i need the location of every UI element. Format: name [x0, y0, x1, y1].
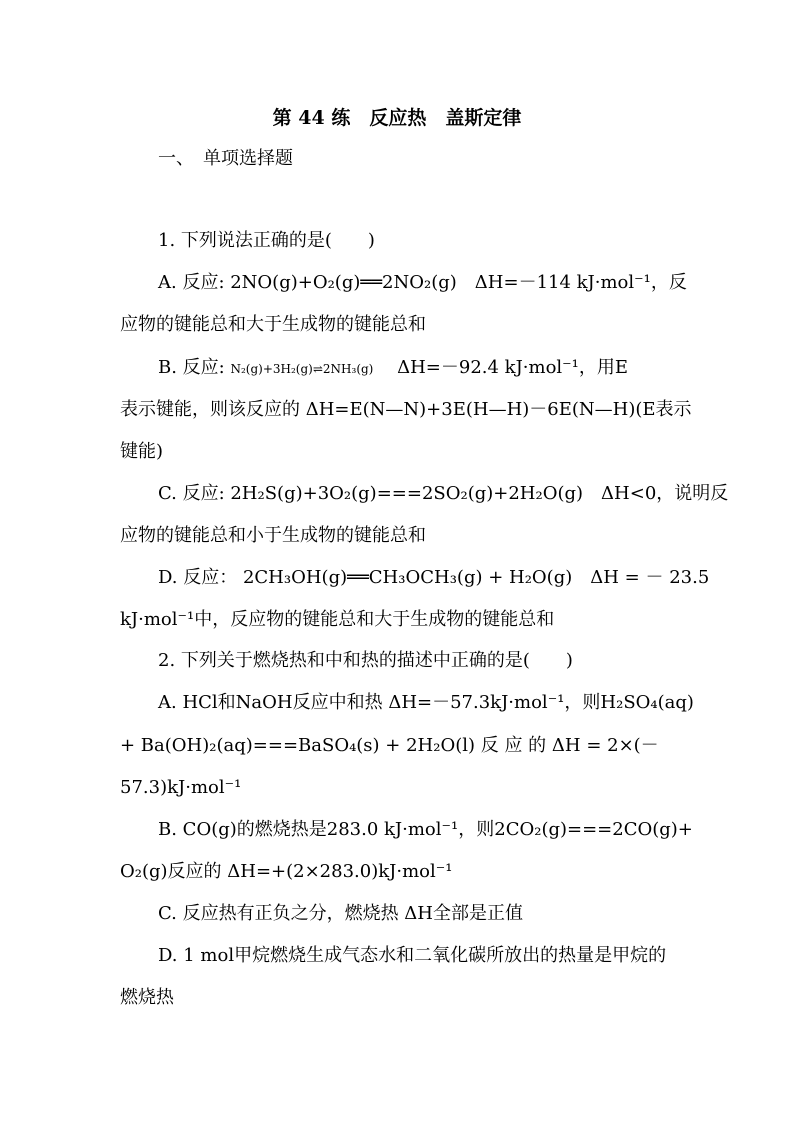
q1-option-a-line1: A. 反应: 2NO(g)+O₂(g)══2NO₂(g) ΔH=－114 kJ·mol⁻¹，反 — [158, 272, 687, 293]
q1-option-d-line1: D. 反应： 2CH₃OH(g)══CH₃OCH₃(g) + H₂O(g) ΔH = － 23.5 — [158, 567, 710, 588]
q2-option-b-line2: O₂(g)反应的 ΔH=+(2×283.0)kJ·mol⁻¹ — [120, 861, 453, 882]
q1-option-a-line2: 应物的键能总和大于生成物的键能总和 — [120, 314, 426, 335]
section-heading: 一、 单项选择题 — [158, 148, 293, 169]
q2-option-a-line3: 57.3)kJ·mol⁻¹ — [120, 777, 242, 798]
q1-option-b-line3: 键能) — [120, 441, 164, 462]
page-title: 第 44 练 反应热 盖斯定律 — [272, 107, 522, 129]
q2-option-d-line2: 燃烧热 — [120, 987, 174, 1008]
q1-option-b-suffix: ΔH=－92.4 kJ·mol⁻¹，用E — [379, 357, 629, 378]
q2-option-a-line1: A. HCl和NaOH反应中和热 ΔH=－57.3kJ·mol⁻¹，则H₂SO₄(aq) — [158, 692, 694, 713]
q1-option-b-prefix: B. 反应: — [158, 357, 225, 378]
q2-option-a-line2: + Ba(OH)₂(aq)===BaSO₄(s) + 2H₂O(l) 反 应 的 ΔH = 2×(－ — [120, 735, 659, 756]
q1-option-b-line2: 表示键能，则该反应的 ΔH=E(N—N)+3E(H—H)－6E(N—H)(E表示 — [120, 399, 692, 420]
question-2-stem: 2. 下列关于燃烧热和中和热的描述中正确的是( ) — [158, 650, 573, 671]
q2-option-c-line1: C. 反应热有正负之分，燃烧热 ΔH全部是正值 — [158, 903, 523, 924]
q1-option-d-line2: kJ·mol⁻¹中，反应物的键能总和大于生成物的键能总和 — [120, 609, 555, 630]
q1-option-b-line1 — [158, 355, 678, 382]
q1-option-c-line1: C. 反应: 2H₂S(g)+3O₂(g)===2SO₂(g)+2H₂O(g) ΔH<0，说明反 — [158, 483, 729, 504]
question-1-stem: 1. 下列说法正确的是( ) — [158, 230, 375, 251]
q1-option-b-equation: N₂(g)+3H₂(g)⇌2NH₃(g) — [230, 362, 374, 376]
q2-option-d-line1: D. 1 mol甲烷燃烧生成气态水和二氧化碳所放出的热量是甲烷的 — [158, 945, 667, 966]
q2-option-b-line1: B. CO(g)的燃烧热是283.0 kJ·mol⁻¹，则2CO₂(g)===2CO(g)+ — [158, 819, 693, 840]
q1-option-c-line2: 应物的键能总和小于生成物的键能总和 — [120, 525, 426, 546]
